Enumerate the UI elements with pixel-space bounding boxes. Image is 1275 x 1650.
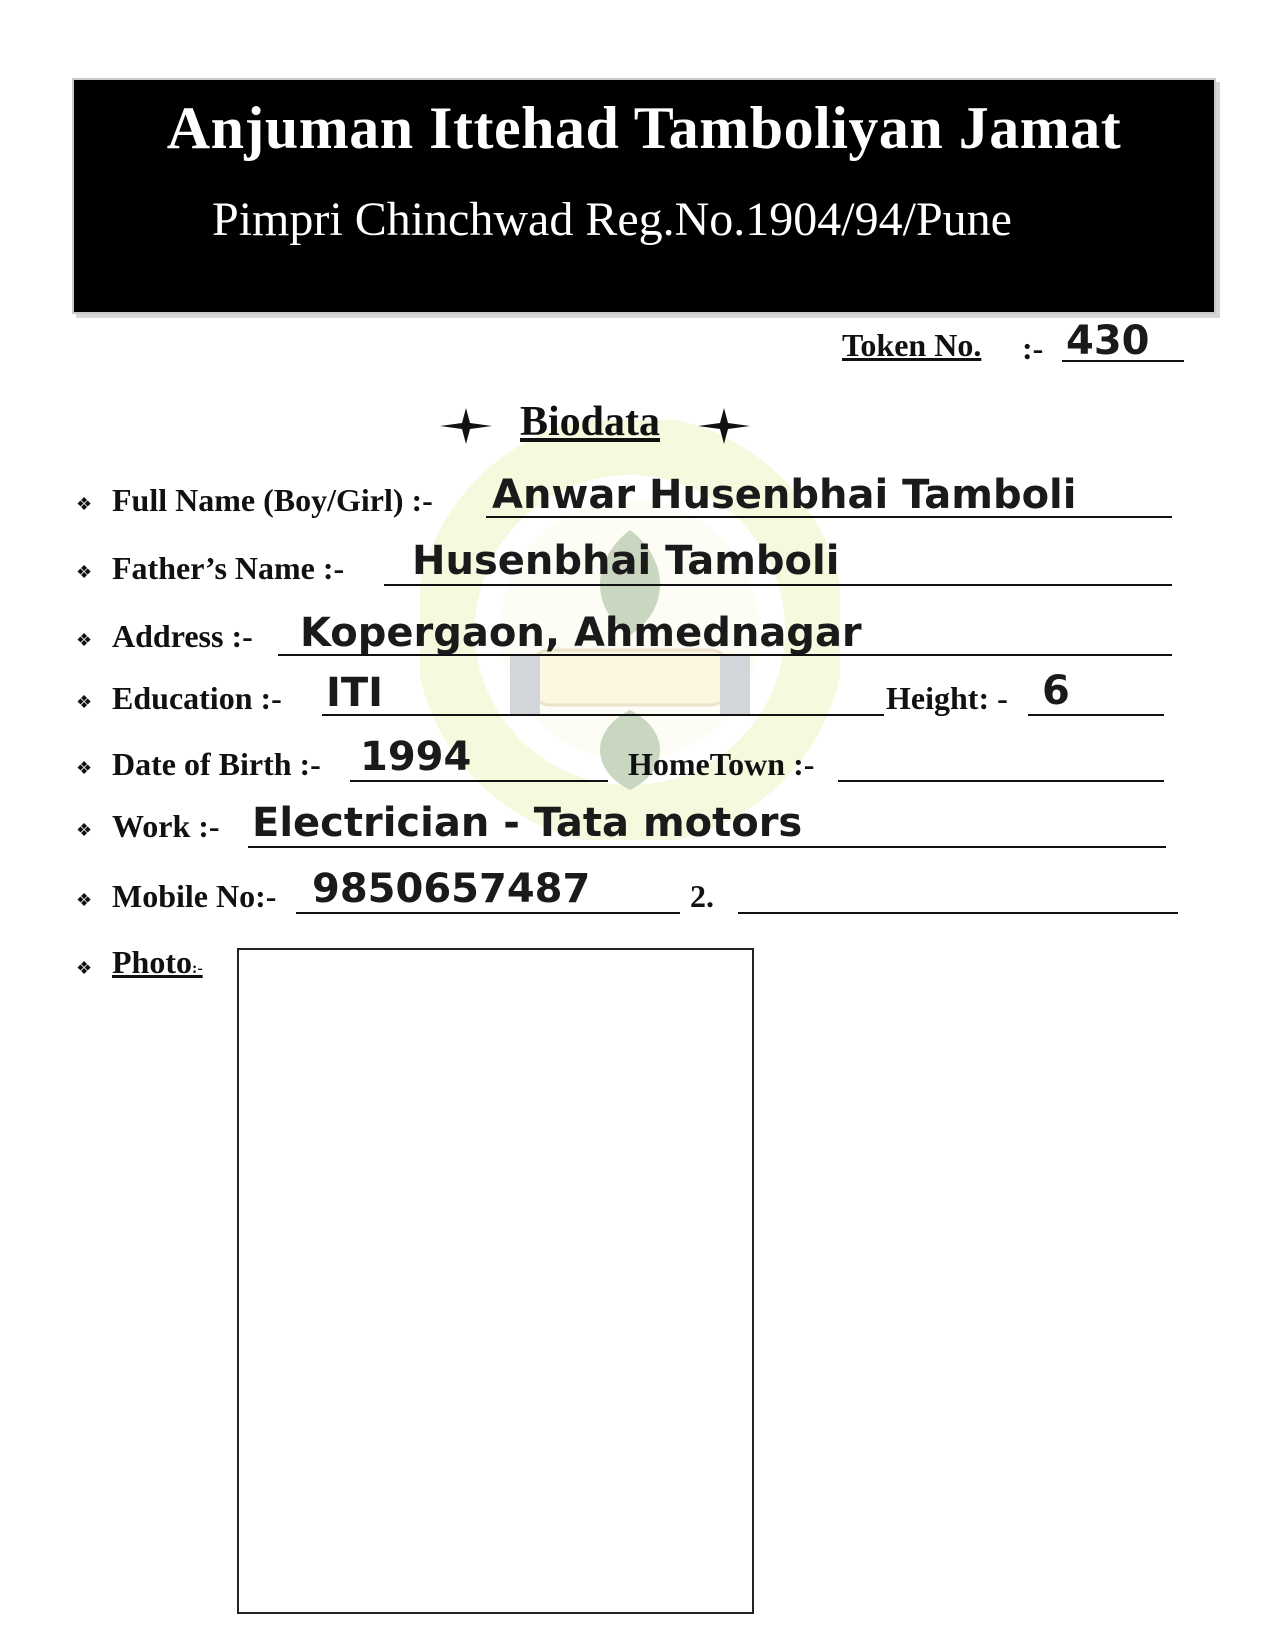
bullet-icon: ❖	[76, 630, 93, 650]
mobile-label: Mobile No:-	[112, 878, 277, 914]
star-left-icon	[438, 406, 494, 446]
dob-value: 1994	[360, 734, 472, 780]
mobile2-line	[738, 912, 1178, 914]
address-value: Kopergaon, Ahmednagar	[300, 610, 862, 656]
header-banner	[72, 78, 1216, 314]
full-name-line	[486, 516, 1172, 518]
photo-box[interactable]	[237, 948, 754, 1614]
biodata-heading: Biodata	[520, 399, 661, 445]
hometown-line	[838, 780, 1164, 782]
full-name-value: Anwar Husenbhai Tamboli	[492, 472, 1077, 518]
work-label: Work :-	[112, 808, 220, 844]
father-name-line	[384, 584, 1172, 586]
full-name-label: Full Name (Boy/Girl) :-	[112, 482, 433, 518]
bullet-icon: ❖	[76, 692, 93, 712]
token-value: 430	[1066, 318, 1150, 364]
height-line	[1028, 714, 1164, 716]
bullet-icon: ❖	[76, 958, 93, 978]
dob-line	[350, 780, 608, 782]
hometown-label: HomeTown :-	[628, 746, 815, 782]
bullet-icon: ❖	[76, 758, 93, 778]
dob-label: Date of Birth :-	[112, 746, 321, 782]
mobile-line	[296, 912, 680, 914]
height-label: Height: -	[886, 680, 1008, 716]
bullet-icon: ❖	[76, 820, 93, 840]
father-name-label: Father’s Name :-	[112, 550, 345, 586]
height-value: 6	[1042, 668, 1070, 714]
address-line	[278, 654, 1172, 656]
mobile-value: 9850657487	[312, 866, 591, 912]
bullet-icon: ❖	[76, 494, 93, 514]
mobile2-label: 2.	[690, 878, 714, 914]
father-name-value: Husenbhai Tamboli	[412, 538, 840, 584]
token-label: Token No.	[842, 327, 982, 363]
registration-subtitle: Pimpri Chinchwad Reg.No.1904/94/Pune	[212, 193, 1012, 246]
photo-label-sep: :-	[192, 960, 203, 977]
bullet-icon: ❖	[76, 562, 93, 582]
token-separator: :-	[1022, 330, 1044, 366]
education-line	[322, 714, 884, 716]
work-value: Electrician - Tata motors	[252, 800, 803, 846]
organization-title: Anjuman Ittehad Tamboliyan Jamat	[166, 95, 1122, 161]
education-label: Education :-	[112, 680, 282, 716]
work-line	[248, 846, 1166, 848]
education-value: ITI	[326, 670, 384, 716]
photo-label	[112, 944, 203, 981]
bullet-icon: ❖	[76, 890, 93, 910]
address-label: Address :-	[112, 618, 253, 654]
photo-label-text: Photo	[112, 944, 192, 980]
star-right-icon	[696, 406, 752, 446]
token-underline	[1062, 360, 1184, 362]
